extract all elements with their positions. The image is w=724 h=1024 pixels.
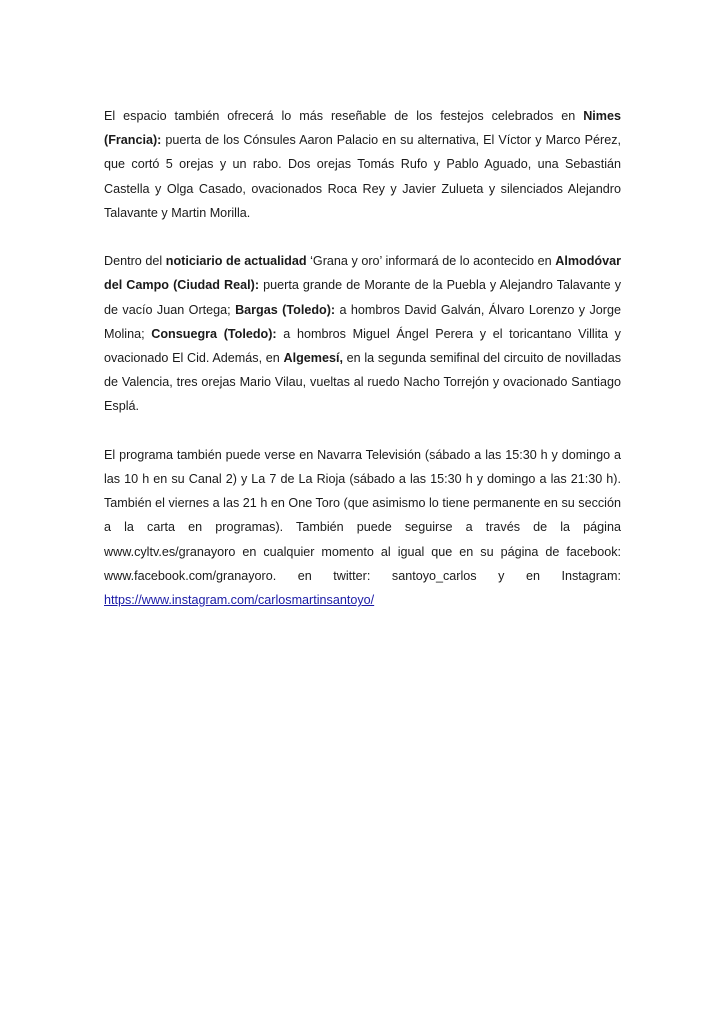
text-run: El espacio también ofrecerá lo más reseñable de los festejos celebrados en bbox=[104, 109, 584, 123]
paragraph-nimes bbox=[104, 104, 621, 225]
bold-text-run: Consuegra (Toledo): bbox=[151, 326, 277, 341]
text-run: El programa también puede verse en Navarra Televisión (sábado a las 15:30 h y domingo a las 10 h en su Canal 2) y La 7 de La Rioja (sábado a las 15:30 h y domingo a las 21:30 h). También el viernes a las 21 h en One Toro (que asimismo lo tiene permanente en su sección a la carta en programas). También puede seguirse a través de la página www.cyltv.es/granayoro en cualquier momento al igual que en su página de facebook: www.facebook.com/granayoro. en twitter: santoyo_carlos y en Instagram: bbox=[104, 447, 621, 583]
bold-text-run: Algemesí, bbox=[283, 351, 343, 366]
paragraph-grana-y-oro bbox=[104, 249, 621, 418]
bold-text-run: Nimes (Francia): bbox=[104, 109, 621, 148]
bold-text-run: noticiario de actualidad bbox=[165, 254, 307, 269]
bold-text-run: Almodóvar del Campo (Ciudad Real): bbox=[104, 254, 621, 293]
text-run: a hombros David Galván, Álvaro Lorenzo y Jorge Molina; bbox=[104, 302, 621, 341]
document-body bbox=[104, 104, 621, 636]
instagram-link[interactable]: https://www.instagram.com/carlosmartinsantoyo/ bbox=[104, 593, 375, 608]
text-run: en la segunda semifinal del circuito de novilladas de Valencia, tres orejas Mario Vilau, vueltas al ruedo Nacho Torrejón y ovacionado Santiago Esplá. bbox=[104, 351, 621, 414]
text-run: puerta de los Cónsules Aaron Palacio en su alternativa, El Víctor y Marco Pérez, que cortó 5 orejas y un rabo. Dos orejas Tomás Rufo y Pablo Aguado, una Sebastián Castella y Olga Casado, ovacionados Roca Rey y Javier Zulueta y silenciados Alejandro Talavante y Martin Morilla. bbox=[104, 133, 621, 220]
text-run: Dentro del bbox=[104, 254, 166, 269]
text-run: puerta grande de Morante de la Puebla y Alejandro Talavante y de vacío Juan Ortega; bbox=[104, 278, 622, 317]
text-run: a hombros Miguel Ángel Perera y el toricantano Villita y ovacionado El Cid. Además, en bbox=[104, 326, 621, 366]
paragraph-programa bbox=[104, 443, 621, 612]
text-run: ‘Grana y oro’ informará de lo acontecido en bbox=[306, 254, 556, 269]
bold-text-run: Bargas (Toledo): bbox=[235, 302, 336, 317]
